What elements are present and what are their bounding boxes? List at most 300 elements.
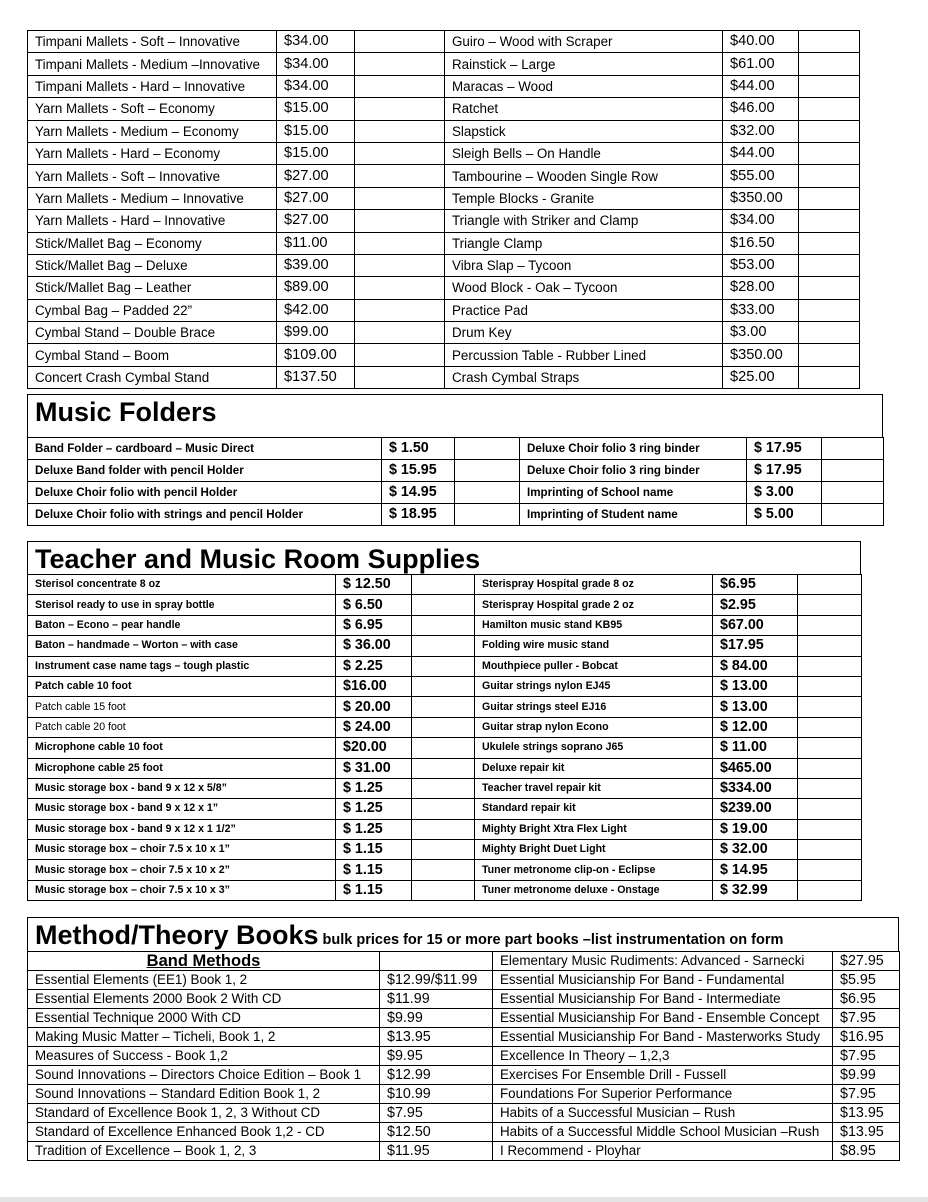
empty-cell: [798, 738, 862, 758]
empty-cell: [822, 482, 884, 504]
item-name: Guitar strings steel EJ16: [475, 697, 713, 717]
item-name: Slapstick: [445, 120, 723, 142]
teacher-supplies-heading: [27, 541, 861, 575]
item-price: $ 6.95: [336, 615, 412, 635]
item-name: Sterisol ready to use in spray bottle: [28, 595, 336, 615]
empty-cell: [798, 778, 862, 798]
empty-cell: [412, 676, 475, 696]
item-price: $2.95: [713, 595, 798, 615]
item-price: $27.95: [833, 952, 900, 971]
item-price: $9.99: [380, 1009, 493, 1028]
item-price: $8.95: [833, 1142, 900, 1161]
empty-cell: [412, 880, 475, 900]
item-price: $6.95: [833, 990, 900, 1009]
item-name: Imprinting of School name: [520, 482, 747, 504]
empty-cell: [822, 460, 884, 482]
item-price: $ 18.95: [382, 504, 455, 526]
item-name: Timpani Mallets - Soft – Innovative: [28, 31, 277, 53]
item-price: $9.99: [833, 1066, 900, 1085]
item-name: Music storage box – choir 7.5 x 10 x 1”: [28, 840, 336, 860]
empty-cell: [412, 575, 475, 595]
item-name: Yarn Mallets - Medium – Innovative: [28, 187, 277, 209]
item-name: Measures of Success - Book 1,2: [28, 1047, 380, 1066]
item-name: Deluxe Choir folio 3 ring binder: [520, 460, 747, 482]
item-price: $12.50: [380, 1123, 493, 1142]
item-name: Deluxe Choir folio with pencil Holder: [28, 482, 382, 504]
item-name: Music storage box - band 9 x 12 x 5/8”: [28, 778, 336, 798]
item-price: $13.95: [833, 1104, 900, 1123]
item-name: Cymbal Stand – Double Brace: [28, 322, 277, 344]
empty-cell: [355, 254, 445, 276]
table-row: [28, 990, 900, 1009]
item-name: Deluxe repair kit: [475, 758, 713, 778]
item-price: $32.00: [723, 120, 799, 142]
empty-cell: [412, 799, 475, 819]
item-name: Standard repair kit: [475, 799, 713, 819]
item-name: Teacher travel repair kit: [475, 778, 713, 798]
item-price: $89.00: [277, 277, 355, 299]
item-name: Essential Elements 2000 Book 2 With CD: [28, 990, 380, 1009]
item-name: Music storage box - band 9 x 12 x 1 1/2”: [28, 819, 336, 839]
empty-cell: [380, 952, 493, 971]
item-name: Patch cable 20 foot: [28, 717, 336, 737]
table-row: [28, 460, 884, 482]
item-price: $ 14.95: [713, 860, 798, 880]
item-price: $34.00: [723, 210, 799, 232]
item-name: Baton – Econo – pear handle: [28, 615, 336, 635]
item-name: Vibra Slap – Tycoon: [445, 254, 723, 276]
item-name: Stick/Mallet Bag – Economy: [28, 232, 277, 254]
item-price: $25.00: [723, 366, 799, 388]
table-row: [28, 366, 860, 388]
item-name: I Recommend - Ployhar: [493, 1142, 833, 1161]
item-price: $ 31.00: [336, 758, 412, 778]
item-price: $42.00: [277, 299, 355, 321]
empty-cell: [799, 322, 860, 344]
item-name: Standard of Excellence Book 1, 2, 3 Without CD: [28, 1104, 380, 1123]
empty-cell: [798, 880, 862, 900]
empty-cell: [799, 31, 860, 53]
table-row: [28, 31, 860, 53]
table-row: [28, 299, 860, 321]
empty-cell: [355, 232, 445, 254]
empty-cell: [798, 575, 862, 595]
table-row: [28, 738, 862, 758]
item-price: $16.00: [336, 676, 412, 696]
table-row: [28, 676, 862, 696]
item-price: $ 12.00: [713, 717, 798, 737]
item-price: $39.00: [277, 254, 355, 276]
empty-cell: [798, 799, 862, 819]
item-price: $7.95: [833, 1009, 900, 1028]
empty-cell: [412, 636, 475, 656]
item-name: Cymbal Stand – Boom: [28, 344, 277, 366]
item-name: Temple Blocks - Granite: [445, 187, 723, 209]
item-price: $ 13.00: [713, 697, 798, 717]
empty-cell: [799, 53, 860, 75]
item-price: $20.00: [336, 738, 412, 758]
item-name: Sound Innovations – Standard Edition Book 1, 2: [28, 1085, 380, 1104]
item-name: Drum Key: [445, 322, 723, 344]
item-name: Yarn Mallets - Soft – Innovative: [28, 165, 277, 187]
item-price: $40.00: [723, 31, 799, 53]
table-row: [28, 1028, 900, 1047]
item-price: $15.00: [277, 142, 355, 164]
item-name: Wood Block - Oak – Tycoon: [445, 277, 723, 299]
item-name: Music storage box - band 9 x 12 x 1”: [28, 799, 336, 819]
table-row: [28, 344, 860, 366]
empty-cell: [798, 676, 862, 696]
empty-cell: [355, 165, 445, 187]
empty-cell: [798, 860, 862, 880]
item-name: Band Folder – cardboard – Music Direct: [28, 438, 382, 460]
item-name: Timpani Mallets - Medium –Innovative: [28, 53, 277, 75]
empty-cell: [799, 98, 860, 120]
item-name: Timpani Mallets - Hard – Innovative: [28, 75, 277, 97]
table-row: [28, 254, 860, 276]
item-price: $137.50: [277, 366, 355, 388]
table-row: [28, 636, 862, 656]
item-name: Mighty Bright Xtra Flex Light: [475, 819, 713, 839]
item-name: Essential Elements (EE1) Book 1, 2: [28, 971, 380, 990]
item-price: $ 36.00: [336, 636, 412, 656]
item-price: $12.99/$11.99: [380, 971, 493, 990]
empty-cell: [799, 75, 860, 97]
item-price: $ 32.00: [713, 840, 798, 860]
item-price: $17.95: [713, 636, 798, 656]
item-name: Baton – handmade – Worton – with case: [28, 636, 336, 656]
empty-cell: [798, 840, 862, 860]
table-row: [28, 504, 884, 526]
empty-cell: [355, 142, 445, 164]
item-price: $ 84.00: [713, 656, 798, 676]
item-price: $67.00: [713, 615, 798, 635]
empty-cell: [799, 254, 860, 276]
item-price: $44.00: [723, 75, 799, 97]
table-row: [28, 971, 900, 990]
teacher-supplies-table: [27, 574, 862, 901]
item-price: $ 1.15: [336, 860, 412, 880]
item-price: $ 17.95: [747, 460, 822, 482]
table-row: [28, 187, 860, 209]
item-price: $33.00: [723, 299, 799, 321]
empty-cell: [355, 366, 445, 388]
method-books-table: [27, 951, 900, 1161]
table-row: [28, 656, 862, 676]
empty-cell: [355, 98, 445, 120]
empty-cell: [822, 438, 884, 460]
empty-cell: [798, 595, 862, 615]
item-name: Maracas – Wood: [445, 75, 723, 97]
table-row: [28, 615, 862, 635]
item-price: $350.00: [723, 187, 799, 209]
item-price: $53.00: [723, 254, 799, 276]
item-price: $334.00: [713, 778, 798, 798]
table-row: [28, 120, 860, 142]
item-name: Tuner metronome deluxe - Onstage: [475, 880, 713, 900]
item-price: $9.95: [380, 1047, 493, 1066]
empty-cell: [412, 738, 475, 758]
item-name: Yarn Mallets - Hard – Innovative: [28, 210, 277, 232]
table-row: [28, 1104, 900, 1123]
item-name: Microphone cable 10 foot: [28, 738, 336, 758]
item-price: $ 20.00: [336, 697, 412, 717]
empty-cell: [412, 758, 475, 778]
item-name: Rainstick – Large: [445, 53, 723, 75]
item-price: $ 12.50: [336, 575, 412, 595]
item-name: Imprinting of Student name: [520, 504, 747, 526]
empty-cell: [799, 299, 860, 321]
table-row: [28, 277, 860, 299]
item-name: Concert Crash Cymbal Stand: [28, 366, 277, 388]
item-price: $ 6.50: [336, 595, 412, 615]
table-row: [28, 1066, 900, 1085]
item-name: Percussion Table - Rubber Lined: [445, 344, 723, 366]
item-price: $ 3.00: [747, 482, 822, 504]
item-name: Cymbal Bag – Padded 22”: [28, 299, 277, 321]
item-name: Patch cable 15 foot: [28, 697, 336, 717]
table-row: [28, 758, 862, 778]
empty-cell: [355, 277, 445, 299]
item-name: Guitar strings nylon EJ45: [475, 676, 713, 696]
empty-cell: [412, 615, 475, 635]
percussion-price-table: [27, 30, 860, 389]
item-price: $ 5.00: [747, 504, 822, 526]
table-row: [28, 53, 860, 75]
item-name: Hamilton music stand KB95: [475, 615, 713, 635]
empty-cell: [798, 636, 862, 656]
item-price: $ 2.25: [336, 656, 412, 676]
item-name: Essential Musicianship For Band - Intermediate: [493, 990, 833, 1009]
table-row: [28, 232, 860, 254]
item-name: Stick/Mallet Bag – Deluxe: [28, 254, 277, 276]
item-name: Yarn Mallets - Soft – Economy: [28, 98, 277, 120]
item-price: $350.00: [723, 344, 799, 366]
table-row: [28, 778, 862, 798]
item-price: $3.00: [723, 322, 799, 344]
table-row: [28, 165, 860, 187]
empty-cell: [412, 819, 475, 839]
empty-cell: [355, 322, 445, 344]
item-name: Habits of a Successful Middle School Musician –Rush: [493, 1123, 833, 1142]
item-name: Essential Musicianship For Band - Ensemble Concept: [493, 1009, 833, 1028]
item-price: $13.95: [833, 1123, 900, 1142]
item-price: $7.95: [833, 1085, 900, 1104]
empty-cell: [412, 717, 475, 737]
item-price: $11.00: [277, 232, 355, 254]
item-name: Triangle Clamp: [445, 232, 723, 254]
item-price: $27.00: [277, 210, 355, 232]
item-name: Yarn Mallets - Medium – Economy: [28, 120, 277, 142]
table-row: [28, 595, 862, 615]
empty-cell: [412, 840, 475, 860]
item-price: $55.00: [723, 165, 799, 187]
empty-cell: [799, 210, 860, 232]
table-row: [28, 482, 884, 504]
item-name: Tuner metronome clip-on - Eclipse: [475, 860, 713, 880]
empty-cell: [355, 299, 445, 321]
empty-cell: [799, 366, 860, 388]
empty-cell: [799, 277, 860, 299]
section-subtitle: bulk prices for 15 or more part books –list instrumentation on form: [322, 932, 784, 948]
item-price: $11.99: [380, 990, 493, 1009]
empty-cell: [412, 860, 475, 880]
table-row: [28, 840, 862, 860]
item-price: $61.00: [723, 53, 799, 75]
item-price: $ 15.95: [382, 460, 455, 482]
item-name: Guiro – Wood with Scraper: [445, 31, 723, 53]
item-price: $27.00: [277, 165, 355, 187]
table-row: [28, 717, 862, 737]
item-name: Microphone cable 25 foot: [28, 758, 336, 778]
item-name: Yarn Mallets - Hard – Economy: [28, 142, 277, 164]
item-name: Essential Musicianship For Band - Masterworks Study: [493, 1028, 833, 1047]
item-name: Ukulele strings soprano J65: [475, 738, 713, 758]
item-price: $12.99: [380, 1066, 493, 1085]
item-name: Sterispray Hospital grade 2 oz: [475, 595, 713, 615]
item-price: $ 1.25: [336, 778, 412, 798]
empty-cell: [412, 595, 475, 615]
empty-cell: [822, 504, 884, 526]
empty-cell: [798, 656, 862, 676]
table-row: [28, 438, 884, 460]
item-name: Essential Musicianship For Band - Fundamental: [493, 971, 833, 990]
item-price: $ 1.25: [336, 819, 412, 839]
section-title: Method/Theory Books: [35, 920, 319, 950]
item-name: Deluxe Band folder with pencil Holder: [28, 460, 382, 482]
empty-cell: [412, 697, 475, 717]
item-name: Sleigh Bells – On Handle: [445, 142, 723, 164]
table-row: [28, 1123, 900, 1142]
table-row: [28, 1085, 900, 1104]
item-name: Tambourine – Wooden Single Row: [445, 165, 723, 187]
item-price: $7.95: [833, 1047, 900, 1066]
empty-cell: [412, 656, 475, 676]
empty-cell: [455, 438, 520, 460]
table-row: [28, 210, 860, 232]
empty-cell: [798, 697, 862, 717]
empty-cell: [455, 504, 520, 526]
empty-cell: [798, 615, 862, 635]
item-price: $28.00: [723, 277, 799, 299]
table-row: [28, 1047, 900, 1066]
item-name: Stick/Mallet Bag – Leather: [28, 277, 277, 299]
item-name: Habits of a Successful Musician – Rush: [493, 1104, 833, 1123]
item-price: $ 1.15: [336, 840, 412, 860]
item-name: Ratchet: [445, 98, 723, 120]
item-price: $ 1.50: [382, 438, 455, 460]
item-name: Sterisol concentrate 8 oz: [28, 575, 336, 595]
item-price: $15.00: [277, 98, 355, 120]
item-price: $10.99: [380, 1085, 493, 1104]
item-name: Excellence In Theory – 1,2,3: [493, 1047, 833, 1066]
empty-cell: [799, 142, 860, 164]
item-price: $46.00: [723, 98, 799, 120]
item-price: $34.00: [277, 75, 355, 97]
table-row: [28, 952, 900, 971]
empty-cell: [799, 165, 860, 187]
method-books-heading: [27, 917, 899, 952]
music-folders-table: [27, 437, 884, 526]
item-price: $34.00: [277, 53, 355, 75]
item-price: $6.95: [713, 575, 798, 595]
item-price: $13.95: [380, 1028, 493, 1047]
empty-cell: [355, 120, 445, 142]
item-name: Elementary Music Rudiments: Advanced - Sarnecki: [493, 952, 833, 971]
item-price: $239.00: [713, 799, 798, 819]
item-price: $465.00: [713, 758, 798, 778]
item-price: $99.00: [277, 322, 355, 344]
empty-cell: [355, 53, 445, 75]
item-price: $ 11.00: [713, 738, 798, 758]
item-name: Exercises For Ensemble Drill - Fussell: [493, 1066, 833, 1085]
item-name: Sound Innovations – Directors Choice Edition – Book 1: [28, 1066, 380, 1085]
item-price: $ 17.95: [747, 438, 822, 460]
item-name: Folding wire music stand: [475, 636, 713, 656]
item-name: Standard of Excellence Enhanced Book 1,2 - CD: [28, 1123, 380, 1142]
empty-cell: [455, 460, 520, 482]
item-name: Practice Pad: [445, 299, 723, 321]
table-row: [28, 142, 860, 164]
item-price: $ 14.95: [382, 482, 455, 504]
item-price: $ 1.15: [336, 880, 412, 900]
empty-cell: [798, 819, 862, 839]
item-price: $16.95: [833, 1028, 900, 1047]
empty-cell: [355, 344, 445, 366]
section-title: Teacher and Music Room Supplies: [35, 544, 481, 574]
item-price: $15.00: [277, 120, 355, 142]
table-row: [28, 860, 862, 880]
item-name: Triangle with Striker and Clamp: [445, 210, 723, 232]
empty-cell: [355, 31, 445, 53]
table-row: [28, 799, 862, 819]
item-price: $44.00: [723, 142, 799, 164]
item-name: Music storage box – choir 7.5 x 10 x 3”: [28, 880, 336, 900]
item-name: Deluxe Choir folio with strings and pencil Holder: [28, 504, 382, 526]
item-name: Essential Technique 2000 With CD: [28, 1009, 380, 1028]
music-folders-heading: [27, 394, 883, 438]
item-name: Sterispray Hospital grade 8 oz: [475, 575, 713, 595]
empty-cell: [355, 187, 445, 209]
item-name: Mouthpiece puller - Bobcat: [475, 656, 713, 676]
item-price: $5.95: [833, 971, 900, 990]
item-price: $ 13.00: [713, 676, 798, 696]
item-name: Guitar strap nylon Econo: [475, 717, 713, 737]
item-name: Instrument case name tags – tough plastic: [28, 656, 336, 676]
table-row: [28, 819, 862, 839]
item-price: $ 1.25: [336, 799, 412, 819]
empty-cell: [355, 210, 445, 232]
table-row: [28, 880, 862, 900]
item-price: $ 24.00: [336, 717, 412, 737]
empty-cell: [412, 778, 475, 798]
item-name: Deluxe Choir folio 3 ring binder: [520, 438, 747, 460]
empty-cell: [798, 758, 862, 778]
item-name: Patch cable 10 foot: [28, 676, 336, 696]
item-price: $ 19.00: [713, 819, 798, 839]
band-methods-heading: Band Methods: [28, 952, 380, 971]
item-name: Crash Cymbal Straps: [445, 366, 723, 388]
item-price: $34.00: [277, 31, 355, 53]
table-row: [28, 75, 860, 97]
empty-cell: [798, 717, 862, 737]
item-price: $16.50: [723, 232, 799, 254]
page-edge: [0, 1197, 928, 1202]
item-price: $109.00: [277, 344, 355, 366]
empty-cell: [799, 232, 860, 254]
item-name: Foundations For Superior Performance: [493, 1085, 833, 1104]
section-title: Music Folders: [35, 397, 217, 427]
